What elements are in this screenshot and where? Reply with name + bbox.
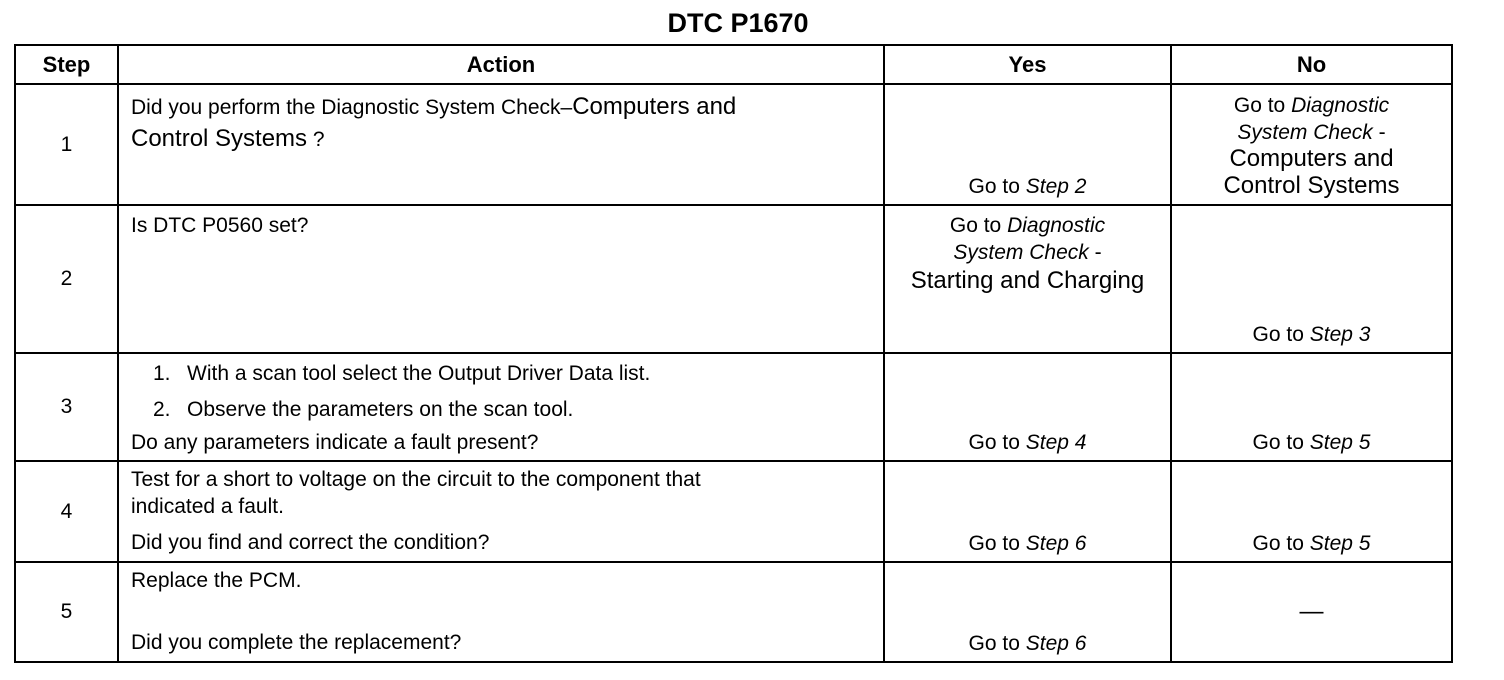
no-cell [1171,205,1452,353]
action-question: Do any parameters indicate a fault present? [131,431,539,454]
action-text-part: Did you perform the Diagnostic System Check– [131,96,573,119]
yes-link[interactable]: Go to Step 6 [968,532,1087,555]
yes-cell [884,461,1171,562]
action-text-link: Computers and [572,93,737,120]
step-number: 3 [15,353,118,461]
page-title: DTC P1670 [667,8,809,38]
yes-link[interactable]: Go to Diagnostic System Check - Starting and Charging [910,214,1145,294]
step-number: 2 [15,205,118,353]
action-text-link: Control Systems [131,125,308,153]
no-link[interactable]: Go to Step 3 [1252,323,1371,346]
table-row-step-2 [15,205,1452,353]
action-text: Is DTC P0560 set? [131,214,309,237]
yes-link[interactable]: Go to Step 6 [968,632,1087,655]
list-item: 1. With a scan tool select the Output Driver Data list. [153,362,651,385]
no-link[interactable]: Go to Diagnostic System Check - Computers and Control Systems [1223,94,1400,199]
yes-cell [884,353,1171,461]
yes-cell [884,84,1171,205]
table-row-step-5 [15,562,1452,662]
list-item: 2. Observe the parameters on the scan tool. [153,398,574,421]
action-cell [118,461,884,562]
table-row-step-1 [15,84,1452,205]
action-text: Test for a short to voltage on the circuit to the component that indicated a fault. [131,468,701,518]
action-text-part: ? [307,128,325,152]
no-cell [1171,461,1452,562]
action-text: Replace the PCM. [131,569,302,592]
no-value: — [1299,598,1324,625]
header-step: Step [15,45,118,84]
yes-link[interactable]: Go to Step 2 [968,175,1087,198]
no-cell [1171,84,1452,205]
step-number: 4 [15,461,118,562]
header-no: No [1171,45,1452,84]
action-cell [118,84,884,205]
action-text [119,85,883,156]
header-action: Action [118,45,884,84]
action-cell [118,205,884,353]
yes-cell [884,205,1171,353]
step-number: 1 [15,84,118,205]
no-cell [1171,562,1452,662]
yes-link[interactable]: Go to Step 4 [968,431,1087,454]
header-row [15,45,1452,84]
action-question: Did you complete the replacement? [131,631,462,654]
diagnostic-table [14,44,1453,663]
step-number: 5 [15,562,118,662]
no-link[interactable]: Go to Step 5 [1252,431,1371,454]
header-yes: Yes [884,45,1171,84]
yes-cell [884,562,1171,662]
action-steps-list [119,354,883,458]
no-link[interactable]: Go to Step 5 [1252,532,1371,555]
table-row-step-3 [15,353,1452,461]
action-cell [118,353,884,461]
table-row-step-4 [15,461,1452,562]
no-cell [1171,353,1452,461]
action-cell [118,562,884,662]
action-question: Did you find and correct the condition? [131,531,490,554]
